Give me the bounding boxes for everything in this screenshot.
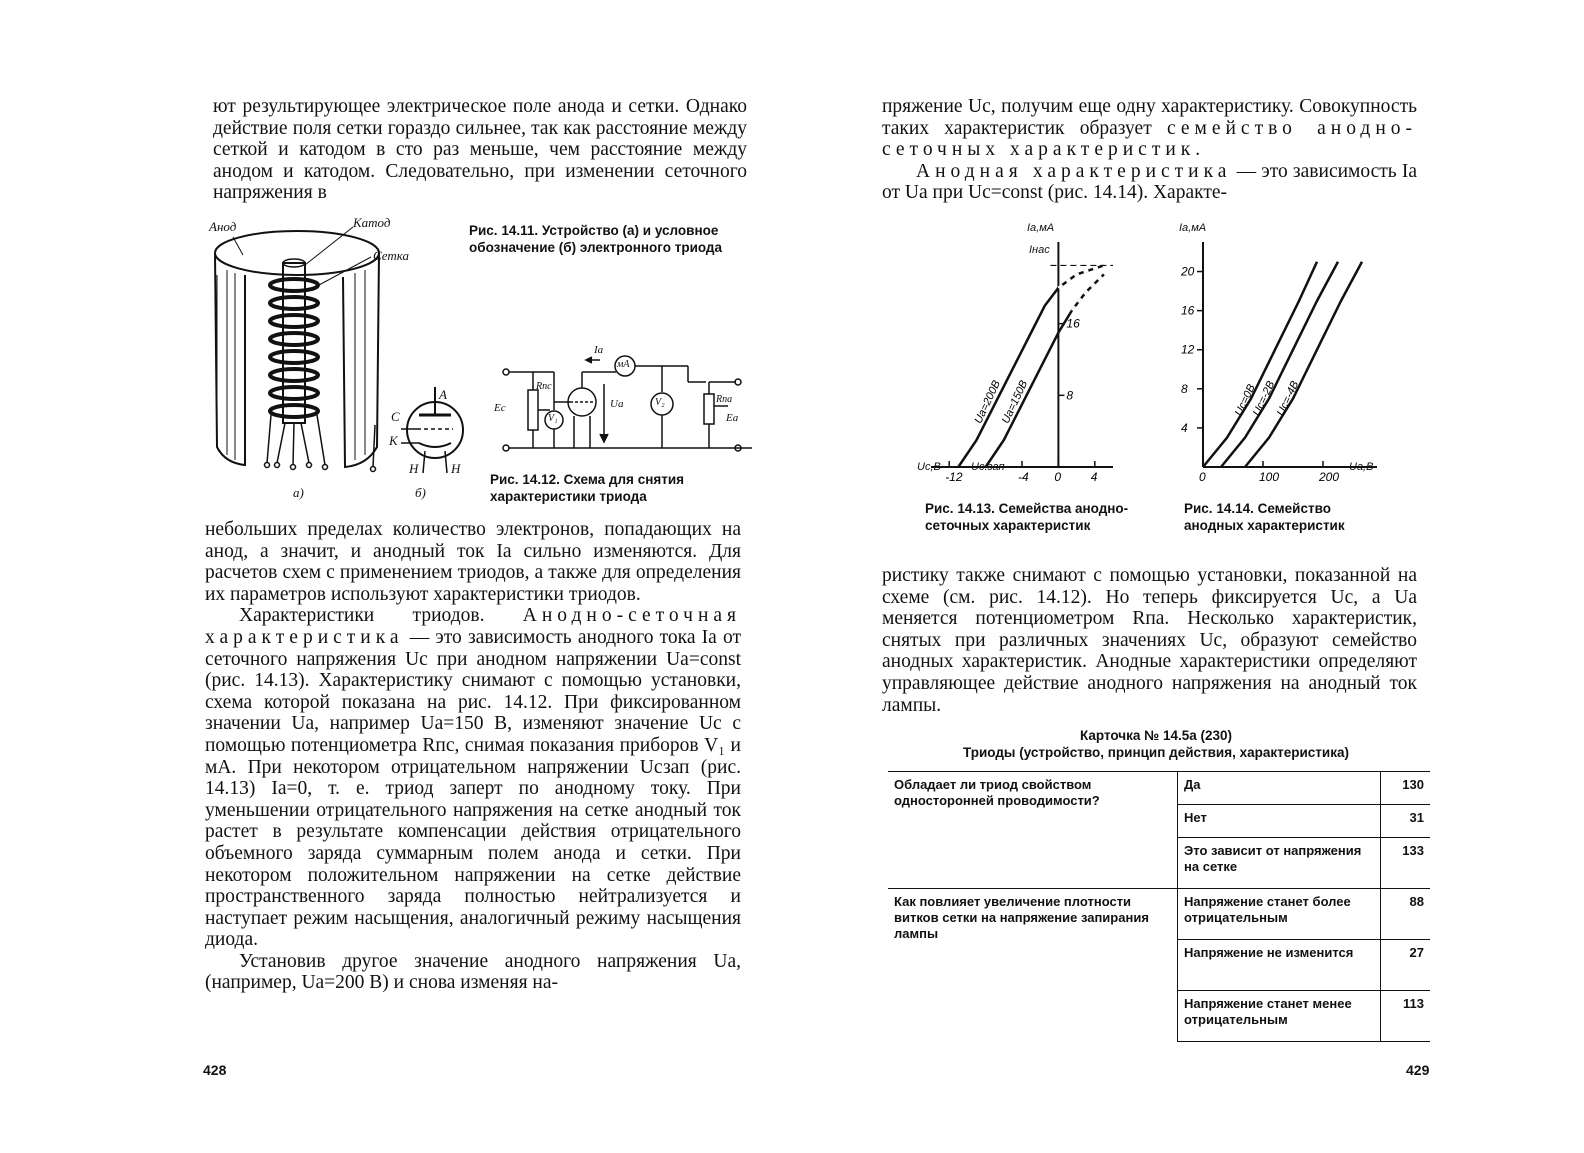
y-tick-label: 12 <box>1181 342 1195 357</box>
quiz-question: Как повлияет увеличение плотности витков сетки на напряжение запирания лампы <box>888 889 1178 1042</box>
page-number-right: 429 <box>1406 1062 1430 1078</box>
caption-fig-14-14: Рис. 14.14. Семейство анодных характеристик <box>1184 501 1345 533</box>
series-label: Uа=200В <box>972 378 1003 426</box>
page-number-left: 428 <box>203 1062 227 1078</box>
label-sym-h2: Н <box>451 461 461 476</box>
label-part-a: а) <box>293 485 304 500</box>
label-v1: V₁ <box>548 413 558 424</box>
label-ec: Ес <box>494 402 506 414</box>
anode-term: Анодная характеристика <box>916 160 1232 182</box>
chart2-y-axis-label: Iа,мА <box>1179 222 1207 234</box>
label-ia: Iа <box>594 344 604 356</box>
quiz-answer: Это зависит от напряжения на сетке <box>1178 838 1381 889</box>
right-page <box>792 0 1584 1153</box>
quiz-answer-code: 130 <box>1380 772 1430 805</box>
paragraph-characteristics <box>205 605 741 951</box>
paragraph-top-text: ют результирующее электрическое поле анода и сетки. Однако действие поля сетки гораздо сильнее, так как расстояние между сеткой и катодом в сто раз меньше, чем расстояние между анодом и катодом. Следовательно, при изменении сеточного напряжения в <box>213 96 747 204</box>
x-tick-label: 4 <box>1090 470 1098 484</box>
quiz-answer: Да <box>1178 772 1381 805</box>
paragraph-top <box>213 96 747 204</box>
quiz-answer-code: 88 <box>1380 889 1430 940</box>
caption-fig-14-11: Рис. 14.11. Устройство (а) и условное обозначение (б) электронного триода <box>469 223 723 255</box>
char-rest: — это зависимость анодного тока Iа от сеточного напряжения Uс при анодном напряжении Uа=const (рис. 14.13). Характеристику снимают с помощью установки, схема которой показана на рис. 14.12. При фиксированном значении Uа, например Uа=150 В, изменяют значение Uс с помощью потенциометра Rпс, снимая показания приборов V₁ и мА. При некотором отрицательном напряжении Uсзап (рис. 14.13) Iа=0, т. е. триод заперт по анодному току. При уменьшении отрицательного напряжения на сетке анодный ток растет в результате компенсации действия отрицательного объемного заряда суммарным полем анода и сетки. При некотором положительном напряжении на сетке действие пространственного заряда полностью нейтрализуется и наступает режим насыщения, аналогичный режиму насыщения диода. <box>205 626 742 951</box>
paragraph-main <box>205 519 741 994</box>
chart1-cutoff-label: Uс.зап <box>971 461 1005 473</box>
paragraph-anode-char <box>882 161 1417 204</box>
y-tick-label: 8 <box>1066 388 1074 403</box>
y-tick-label: 4 <box>1181 420 1188 435</box>
series-label: Uс=-2В <box>1250 379 1278 418</box>
x-tick-label: 100 <box>1259 470 1280 484</box>
label-cathode: Катод <box>353 215 391 230</box>
quiz-card-table <box>888 771 1430 1042</box>
card-subtitle-text: Триоды (устройство, принцип действия, характеристика) <box>963 745 1349 760</box>
label-v2: V₂ <box>655 397 665 408</box>
label-part-b: б) <box>415 485 426 500</box>
x-tick-label: -4 <box>1018 470 1029 484</box>
figure-14-13 <box>917 222 1127 487</box>
quiz-answer-code: 31 <box>1380 805 1430 838</box>
paragraph-mid-text: небольших пределах количество электронов, попадающих на анод, а значит, и анодный ток Iа сильно изменяются. Для расчетов схем с применением триодов, а также для определения их параметров используют характеристики триодов. <box>205 519 741 605</box>
figure-14-14 <box>1177 222 1387 487</box>
figure-14-12 <box>492 344 752 464</box>
label-sym-h1: Н <box>409 461 419 476</box>
label-anode: Анод <box>209 219 237 234</box>
top-right-term: семейство анодно-сеточных характеристик. <box>882 117 1417 161</box>
char-lead: Характеристики триодов. <box>239 605 485 627</box>
quiz-answer-code: 113 <box>1380 991 1430 1042</box>
y-tick-label: 16 <box>1066 316 1080 331</box>
y-tick-label: 8 <box>1181 381 1188 396</box>
x-tick-label: 0 <box>1199 470 1206 484</box>
y-tick-label: 20 <box>1181 264 1195 279</box>
label-sym-a: А <box>439 387 447 402</box>
paragraph-mid-right <box>882 565 1417 716</box>
char-term: Анодно-сеточная характеристика <box>205 605 741 648</box>
anode-rest: — это зависимость Iа от Uа при Uс=const (рис. 14.14). Характе- <box>882 160 1418 204</box>
label-rpc: Rпс <box>536 381 552 392</box>
quiz-answer: Напряжение не изменится <box>1178 940 1381 991</box>
series-line <box>1203 262 1317 467</box>
chart2-x-axis-label: Uа,В <box>1349 461 1374 473</box>
quiz-answer: Напряжение станет менее отрицательным <box>1178 991 1381 1042</box>
caption-fig-14-12: Рис. 14.12. Схема для снятия характеристики триода <box>490 472 685 504</box>
quiz-row <box>888 772 1430 805</box>
quiz-answer-code: 133 <box>1380 838 1430 889</box>
label-sym-k: К <box>389 433 398 448</box>
label-grid: Сетка <box>373 248 410 263</box>
triode-construction-illustration <box>205 215 470 505</box>
y-tick-label: 16 <box>1181 303 1195 318</box>
x-tick-label: 200 <box>1319 470 1340 484</box>
series-dash-tail <box>1058 265 1104 287</box>
top-right-a: пряжение Uс, получим еще одну характеристику. Совокупность таких характеристик образует <box>882 96 1417 139</box>
paragraph-mid-right-text: ристику также снимают с помощью установки, показанной на схеме (см. рис. 14.12). Но теперь фиксируется Uс, а Uа меняется потенциометром Rпа. Несколько характеристик, снятых при различных значениях Uс, образуют семейство анодных характеристик. Анодные характеристики определяют управляющее действие анодного напряжения на анодный ток лампы. <box>882 565 1417 716</box>
quiz-answer-code: 27 <box>1380 940 1430 991</box>
chart1-x-axis-label: Uс,В <box>917 461 941 473</box>
quiz-answer: Напряжение станет более отрицательным <box>1178 889 1381 940</box>
caption-fig-14-13: Рис. 14.13. Семейства анодно-сеточных характеристик <box>925 501 1129 533</box>
label-ea: Еа <box>726 412 739 424</box>
series-line <box>1221 262 1338 467</box>
quiz-question: Обладает ли триод свойством односторонней проводимости? <box>888 772 1178 889</box>
chart1-isat-label: Iнас <box>1029 244 1050 256</box>
label-ua: Uа <box>610 398 624 410</box>
card-title <box>888 727 1424 761</box>
series-label: Uс=0В <box>1232 382 1258 418</box>
figure-14-11 <box>205 215 470 505</box>
label-rpa: Rпа <box>716 394 733 405</box>
label-ma: мА <box>617 359 630 370</box>
series-label: Uа=150В <box>999 378 1031 426</box>
x-tick-label: 0 <box>1054 470 1062 484</box>
chart1-y-axis-label: Iа,мА <box>1027 222 1055 234</box>
series-label: Uс=-4В <box>1274 379 1302 418</box>
label-sym-c: С <box>391 409 400 424</box>
quiz-answer: Нет <box>1178 805 1381 838</box>
chart-anode-grid <box>917 222 1127 487</box>
paragraph-top-right-text <box>882 96 1417 161</box>
quiz-row <box>888 889 1430 940</box>
series-line <box>986 274 1104 467</box>
card-title-text: Карточка № 14.5а (230) <box>1079 728 1233 743</box>
paragraph-top-right <box>882 96 1417 204</box>
paragraph-last-text: Установив другое значение анодного напряжения Uа, (например, Uа=200 В) и снова изменяя на- <box>205 950 741 994</box>
chart-anode <box>1177 222 1387 487</box>
x-tick-label: -12 <box>945 470 963 484</box>
